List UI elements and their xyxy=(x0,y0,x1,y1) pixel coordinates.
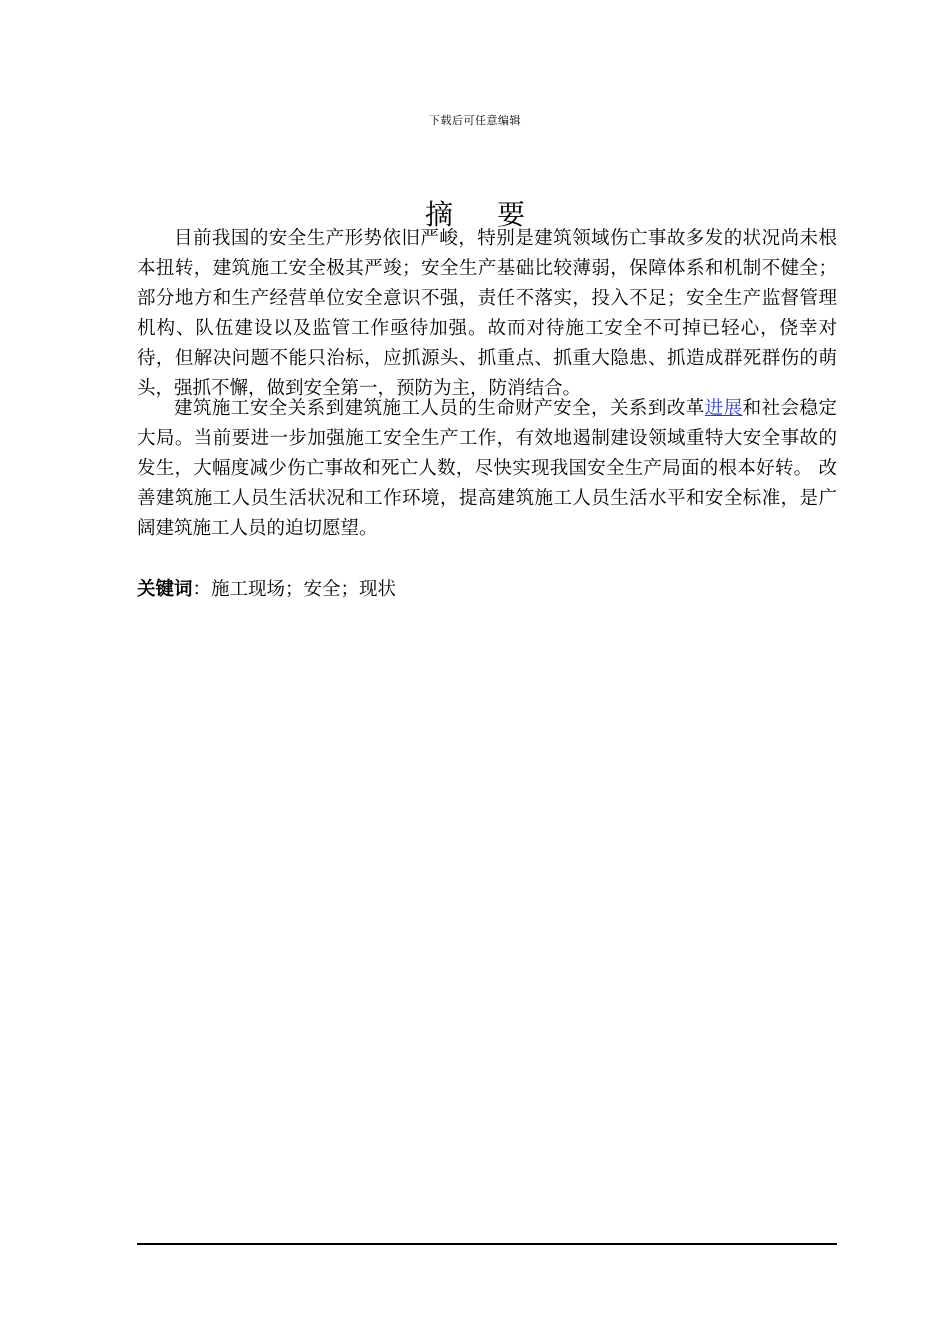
title-char-1: 摘 xyxy=(424,197,453,231)
progress-link[interactable]: 进展 xyxy=(704,398,743,419)
paragraph-2-text-start: 建筑施工安全关系到建筑施工人员的生命财产安全，关系到改革 xyxy=(174,398,705,419)
paragraph-2-text-end: 和社会稳定大局。当前要进一步加强施工安全生产工作，有效地遏制建设领域重特大安全事故的发生，大幅度减少伤亡事故和死亡人数，尽快实现我国安全生产局面的根本好转。 改善建筑施工人员生活状况和工作环境，提高建筑施工人员生活水平和安全标准，是广阔建筑施工人员的迫切愿望。 xyxy=(137,398,837,539)
footer-divider xyxy=(137,1243,837,1245)
keywords-line xyxy=(137,575,837,605)
header-note: 下载后可任意编辑 xyxy=(429,114,521,127)
keywords-label: 关键词 xyxy=(137,579,193,600)
keywords-value: 施工现场；安全；现状 xyxy=(211,579,397,600)
abstract-paragraph-1: 目前我国的安全生产形势依旧严峻，特别是建筑领域伤亡事故多发的状况尚未根本扭转，建筑施工安全极其严竣；安全生产基础比较薄弱，保障体系和机制不健全；部分地方和生产经营单位安全意识不强，责任不落实，投入不足；安全生产监督管理机构、队伍建设以及监管工作亟待加强。故而对待施工安全不可掉已轻心，侥幸对待，但解决问题不能只治标，应抓源头、抓重点、抓重大隐患、抓造成群死群伤的萌头，强抓不懈，做到安全第一，预防为主，防消结合。 xyxy=(137,228,837,399)
title-char-2: 要 xyxy=(497,197,526,231)
abstract-paragraph-2 xyxy=(137,394,837,544)
keywords-separator: ： xyxy=(192,579,212,600)
